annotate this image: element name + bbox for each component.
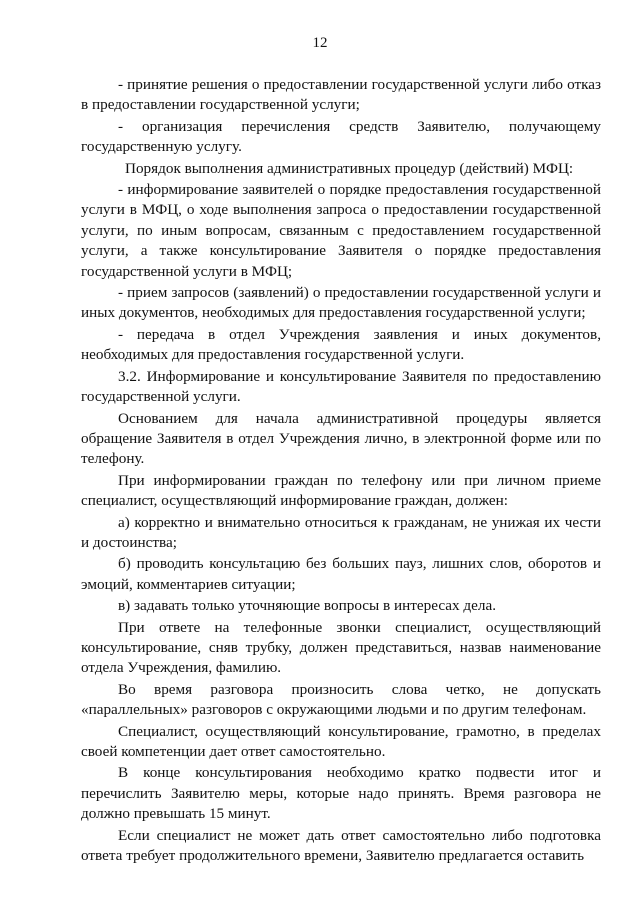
paragraph-conversation: Во время разговора произносить слова четко, не допускать «параллельных» разговоров с окружающими людьми и по другим телефонам. (81, 680, 601, 719)
paragraph-item-a: а) корректно и внимательно относиться к гражданам, не унижая их чести и достоинства; (81, 513, 601, 551)
paragraph-phone-informing: При информировании граждан по телефону или при личном приеме специалист, осуществляющий информирование граждан, должен: (81, 471, 601, 510)
paragraph-decision: - принятие решения о предоставлении государственной услуги либо отказ в предоставлении государственной услуги; (81, 76, 601, 114)
paragraph-section-3-2: 3.2. Информирование и консультирование Заявителя по предоставлению государственной услуги. (81, 367, 601, 406)
paragraph-item-c: в) задавать только уточняющие вопросы в интересах дела. (118, 597, 496, 615)
paragraph-item-b: б) проводить консультацию без больших пауз, лишних слов, оборотов и эмоций, комментариев ситуации; (81, 555, 601, 593)
paragraph-grounds: Основанием для начала административной процедуры является обращение Заявителя в отдел Учреждения лично, в электронной форме или по телефону. (81, 409, 601, 468)
paragraph-mfc-transfer: - передача в отдел Учреждения заявления и иных документов, необходимых для предоставления государственной услуги. (81, 325, 601, 364)
document-body (81, 75, 601, 867)
paragraph-mfc-requests: - прием запросов (заявлений) о предоставлении государственной услуги и иных документов, необходимых для предоставления государственной услуги; (81, 284, 601, 322)
paragraph-unable-answer: Если специалист не может дать ответ самостоятельно либо подготовка ответа требует продолжительного времени, Заявителю предлагается оставить (81, 826, 601, 865)
paragraph-funds-transfer: - организация перечисления средств Заявителю, получающему государственную услугу. (81, 117, 601, 156)
page-number: 12 (312, 35, 328, 51)
paragraph-competence: Специалист, осуществляющий консультирование, грамотно, в пределах своей компетенции дает ответ самостоятельно. (81, 722, 601, 760)
paragraph-mfc-procedures-heading: Порядок выполнения административных процедур (действий) МФЦ: (125, 159, 574, 177)
paragraph-phone-answer: При ответе на телефонные звонки специалист, осуществляющий консультирование, сняв трубку, должен представиться, назвав наименование отдела Учреждения, фамилию. (81, 618, 601, 677)
paragraph-summary: В конце консультирования необходимо кратко подвести итог и перечислить Заявителю меры, которые надо принять. Время разговора не должно превышать 15 минут. (81, 764, 601, 823)
paragraph-mfc-informing: - информирование заявителей о порядке предоставления государственной услуги в МФЦ, о ходе выполнения запроса о предоставлении государственной услуги, по иным вопросам, связанным с предоставлением государственной услуги, а также консультирование Заявителя о порядке предоставления государственной услуги в МФЦ; (81, 181, 601, 280)
